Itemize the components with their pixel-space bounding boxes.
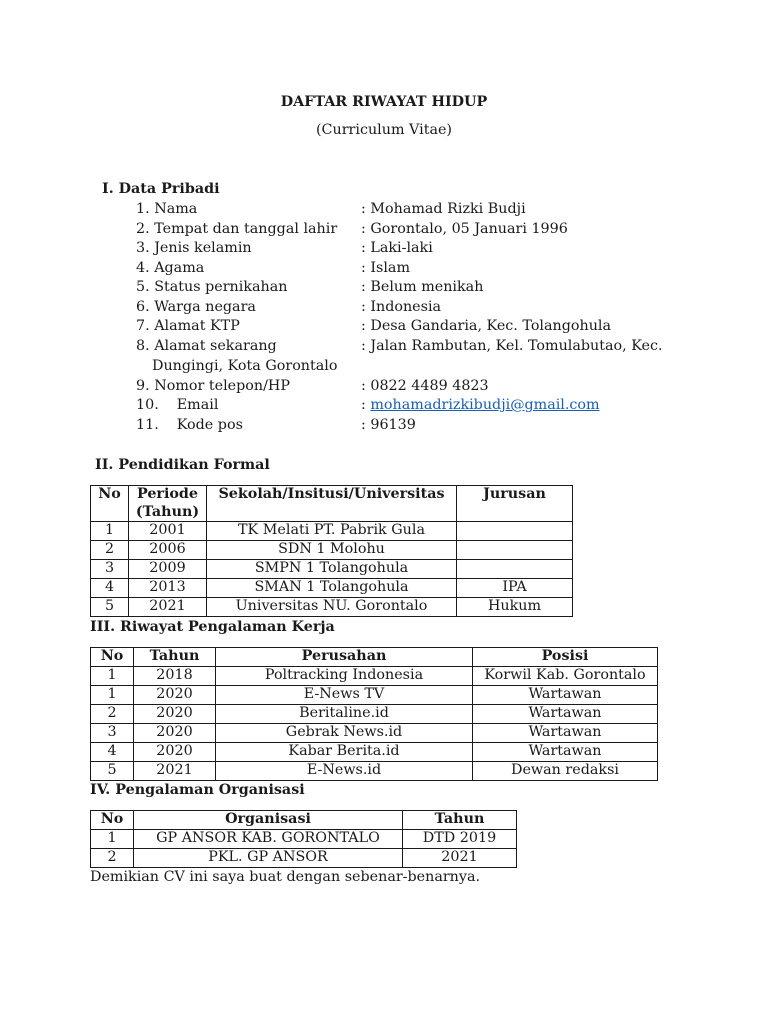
table-header-cell: No <box>91 486 129 522</box>
table-header-cell: Perusahan <box>216 648 473 667</box>
personal-item-value: : Belum menikah <box>361 279 484 295</box>
personal-item-value: : Laki-laki <box>361 240 433 256</box>
table-cell: Wartawan <box>473 705 658 724</box>
table-row <box>91 579 573 598</box>
table-header-row <box>91 648 658 667</box>
table-row <box>91 849 517 868</box>
table-cell: Wartawan <box>473 724 658 743</box>
table-cell: Poltracking Indonesia <box>216 667 473 686</box>
personal-item-value: : Jalan Rambutan, Kel. Tomulabutao, Kec. <box>361 338 663 354</box>
item-number: 5. <box>136 279 150 295</box>
personal-item-value: : Islam <box>361 259 410 276</box>
personal-item-label <box>136 317 240 337</box>
table-cell: 4 <box>91 579 129 598</box>
personal-item-label <box>136 220 337 240</box>
table-cell: 5 <box>91 762 134 781</box>
table-cell: 1 <box>91 522 129 541</box>
table-cell <box>457 541 573 560</box>
table-header-cell: No <box>91 648 134 667</box>
item-label: Nomor telepon/HP <box>154 377 290 394</box>
personal-item-value: : 0822 4489 4823 <box>361 377 489 394</box>
table-cell: 2020 <box>134 686 216 705</box>
table-cell: 2021 <box>134 762 216 781</box>
table-cell: Beritaline.id <box>216 705 473 724</box>
document-subtitle: (Curriculum Vitae) <box>315 122 453 138</box>
table-cell: 2020 <box>134 705 216 724</box>
table-cell: 2018 <box>134 667 216 686</box>
item-number: 11. <box>136 416 159 433</box>
table-row <box>91 762 658 781</box>
section-heading-organization: IV. Pengalaman Organisasi <box>90 782 305 798</box>
table-cell: SMAN 1 Tolangohula <box>207 579 457 598</box>
table-cell: GP ANSOR KAB. GORONTALO <box>134 830 403 849</box>
personal-item-label <box>136 377 290 397</box>
item-number: 4. <box>136 259 150 276</box>
closing-statement: Demikian CV ini saya buat dengan sebenar-benarnya. <box>90 869 481 885</box>
item-number: 8. <box>136 338 150 354</box>
table-row <box>91 705 658 724</box>
item-label: Status pernikahan <box>154 279 288 295</box>
table-row <box>91 541 573 560</box>
table-cell: Wartawan <box>473 743 658 762</box>
personal-item-label <box>136 298 256 318</box>
personal-item-label-continued: Dungingi, Kota Gorontalo <box>152 358 338 374</box>
table-cell: E-News TV <box>216 686 473 705</box>
education-table <box>90 485 573 617</box>
item-number: 7. <box>136 318 150 334</box>
personal-item-label <box>136 239 252 259</box>
table-cell: Hukum <box>457 598 573 617</box>
table-cell: Kabar Berita.id <box>216 743 473 762</box>
value-prefix: : <box>361 397 371 413</box>
item-number: 3. <box>136 240 150 256</box>
table-cell: 2 <box>91 541 129 560</box>
table-cell: Universitas NU. Gorontalo <box>207 598 457 617</box>
table-row <box>91 686 658 705</box>
personal-item-label <box>136 259 204 279</box>
table-header-row <box>91 486 573 522</box>
item-number: 9. <box>136 377 150 394</box>
table-header-cell: Sekolah/Insitusi/Universitas <box>207 486 457 522</box>
table-header-cell: Tahun <box>403 811 517 830</box>
header-line: Periode <box>136 486 199 502</box>
table-cell: 1 <box>91 667 134 686</box>
table-row <box>91 667 658 686</box>
table-cell: 4 <box>91 743 134 762</box>
email-link[interactable]: mohamadrizkibudji@gmail.com <box>370 397 600 413</box>
item-number: 10. <box>136 397 159 413</box>
table-header-cell <box>129 486 207 522</box>
table-header-cell: No <box>91 811 134 830</box>
table-cell: Dewan redaksi <box>473 762 658 781</box>
organization-table <box>90 810 517 868</box>
work-table <box>90 647 658 781</box>
table-cell: 2 <box>91 705 134 724</box>
table-cell: TK Melati PT. Pabrik Gula <box>207 522 457 541</box>
table-cell: 5 <box>91 598 129 617</box>
table-cell: PKL. GP ANSOR <box>134 849 403 868</box>
section-heading-education: II. Pendidikan Formal <box>95 457 270 473</box>
item-number: 1. <box>136 201 150 217</box>
personal-item-label <box>136 337 277 357</box>
table-cell: Gebrak News.id <box>216 724 473 743</box>
personal-item-label <box>136 278 287 298</box>
table-row <box>91 598 573 617</box>
table-cell: 2013 <box>129 579 207 598</box>
document-title: DAFTAR RIWAYAT HIDUP <box>280 94 488 110</box>
item-label: Alamat KTP <box>154 318 240 334</box>
table-cell: 2001 <box>129 522 207 541</box>
personal-item-value: : 96139 <box>361 416 416 433</box>
personal-item-label <box>136 200 197 220</box>
table-header-cell: Jurusan <box>457 486 573 522</box>
item-label: Jenis kelamin <box>154 240 252 256</box>
item-label: Nama <box>154 201 198 217</box>
item-label: Alamat sekarang <box>154 338 277 354</box>
table-cell: 2 <box>91 849 134 868</box>
table-cell: 2006 <box>129 541 207 560</box>
table-cell: 2020 <box>134 743 216 762</box>
section-heading-work: III. Riwayat Pengalaman Kerja <box>90 619 335 635</box>
table-cell: 1 <box>91 830 134 849</box>
table-cell: 3 <box>91 560 129 579</box>
table-row <box>91 830 517 849</box>
item-label: Agama <box>154 259 205 276</box>
table-header-cell: Posisi <box>473 648 658 667</box>
table-cell: 1 <box>91 686 134 705</box>
table-cell <box>457 522 573 541</box>
table-cell: Korwil Kab. Gorontalo <box>473 667 658 686</box>
table-cell: 2021 <box>403 849 517 868</box>
table-row <box>91 743 658 762</box>
table-cell: Wartawan <box>473 686 658 705</box>
table-cell: SDN 1 Molohu <box>207 541 457 560</box>
table-row <box>91 522 573 541</box>
item-label: Tempat dan tanggal lahir <box>154 220 338 237</box>
table-cell: DTD 2019 <box>403 830 517 849</box>
personal-item-value: : Indonesia <box>361 298 442 315</box>
table-header-cell: Organisasi <box>134 811 403 830</box>
table-cell: IPA <box>457 579 573 598</box>
personal-item-label <box>136 416 243 436</box>
table-cell: E-News.id <box>216 762 473 781</box>
table-cell: 3 <box>91 724 134 743</box>
header-line: (Tahun) <box>135 503 200 520</box>
table-header-cell: Tahun <box>134 648 216 667</box>
personal-item-value: : Desa Gandaria, Kec. Tolangohula <box>361 318 611 334</box>
table-row <box>91 724 658 743</box>
personal-item-label <box>136 396 218 416</box>
item-label: Kode pos <box>176 416 243 433</box>
section-heading-personal: I. Data Pribadi <box>102 181 220 197</box>
table-cell <box>457 560 573 579</box>
table-header-row <box>91 811 517 830</box>
table-cell: SMPN 1 Tolangohula <box>207 560 457 579</box>
item-label: Warga negara <box>154 298 256 315</box>
personal-item-value: : Gorontalo, 05 Januari 1996 <box>361 220 568 237</box>
item-number: 2. <box>136 220 150 237</box>
table-row <box>91 560 573 579</box>
item-label: Email <box>176 397 219 413</box>
table-cell: 2009 <box>129 560 207 579</box>
item-number: 6. <box>136 298 150 315</box>
table-cell: 2020 <box>134 724 216 743</box>
personal-item-value <box>361 396 600 416</box>
table-cell: 2021 <box>129 598 207 617</box>
personal-item-value: : Mohamad Rizki Budji <box>361 201 526 217</box>
